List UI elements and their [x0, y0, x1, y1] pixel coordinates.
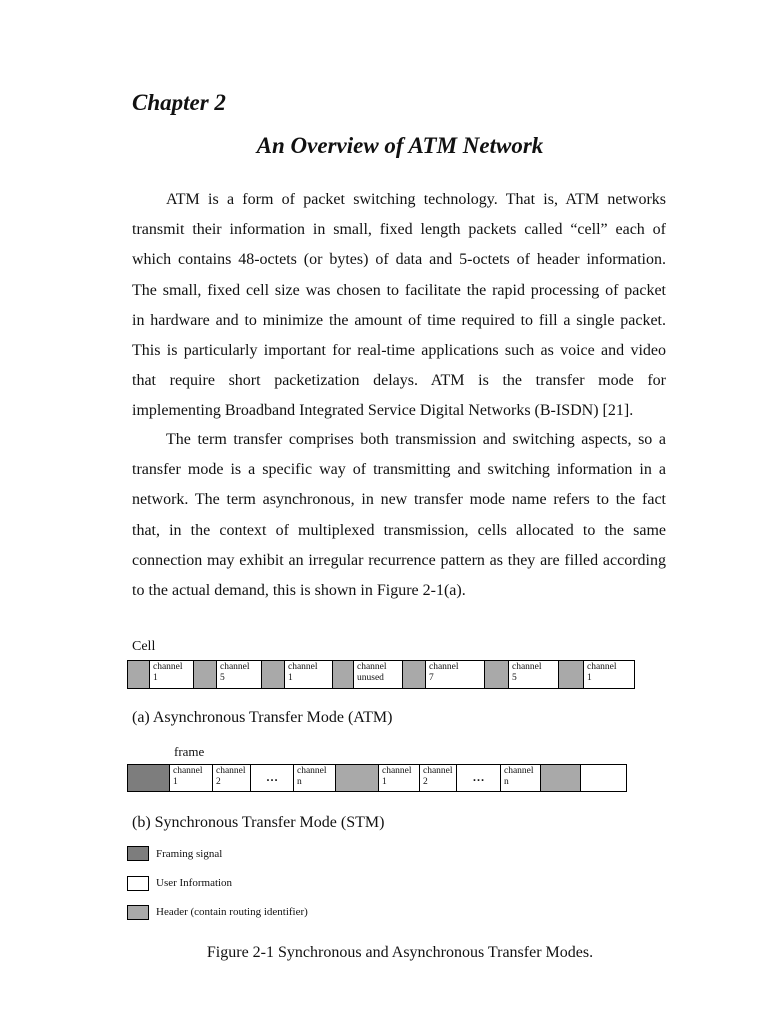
paragraph-line: transfer mode is a specific way of transmitting and switching information in a	[132, 461, 666, 479]
atm-cell	[150, 661, 194, 688]
ellipsis: …	[457, 765, 501, 791]
cell-header	[262, 661, 285, 688]
paragraph-line: connection may exhibit an irregular recurrence pattern as they are filled according	[132, 551, 666, 569]
atm-cell	[426, 661, 485, 688]
slot-text: n	[504, 777, 509, 787]
paragraph-line: This is particularly important for real-time applications such as voice and video	[132, 341, 666, 359]
cell-text: 5	[220, 673, 225, 683]
slot-text: 2	[423, 777, 428, 787]
paragraph-line: to the actual demand, this is shown in Figure 2-1(a).	[132, 581, 466, 599]
atm-cell	[285, 661, 333, 688]
stm-slot-empty	[581, 765, 626, 791]
cell-header	[559, 661, 584, 688]
paragraph-line: in hardware and to minimize the amount of time required to fill a single packet.	[132, 311, 666, 329]
cell-text: 1	[288, 673, 293, 683]
slot-text: channel	[173, 766, 203, 776]
cell-text: channel	[220, 662, 250, 672]
slot-text: channel	[297, 766, 327, 776]
slot-text: channel	[216, 766, 246, 776]
caption-atm: (a) Asynchronous Transfer Mode (ATM)	[132, 709, 393, 726]
framing-signal	[336, 765, 379, 791]
framing-signal	[128, 765, 170, 791]
figure-caption: Figure 2-1 Synchronous and Asynchronous Transfer Modes.	[206, 944, 594, 961]
stm-slot	[379, 765, 420, 791]
cell-label: Cell	[132, 639, 156, 654]
cell-header	[403, 661, 426, 688]
paragraph-line: implementing Broadband Integrated Service Digital Networks (B-ISDN) [21].	[132, 402, 634, 420]
ellipsis: …	[251, 765, 294, 791]
cell-text: unused	[357, 673, 384, 683]
atm-cell	[217, 661, 262, 688]
atm-cell	[509, 661, 559, 688]
stm-frame-stream	[127, 764, 627, 792]
slot-text: channel	[423, 766, 453, 776]
legend-swatch-header	[127, 905, 149, 920]
cell-header	[485, 661, 509, 688]
paragraph-line: transmit their information in small, fixed length packets called “cell” each of	[132, 221, 666, 239]
slot-text: 1	[173, 777, 178, 787]
legend-label-framing: Framing signal	[156, 848, 223, 860]
chapter-title: An Overview of ATM Network	[256, 133, 544, 158]
slot-text: channel	[504, 766, 534, 776]
cell-text: 7	[429, 673, 434, 683]
cell-text: 5	[512, 673, 517, 683]
stm-slot	[420, 765, 457, 791]
slot-text: channel	[382, 766, 412, 776]
stm-slot	[213, 765, 251, 791]
paragraph-1	[132, 185, 666, 427]
atm-cell	[354, 661, 403, 688]
atm-cell	[584, 661, 634, 688]
chapter-label: Chapter 2	[132, 90, 226, 115]
slot-text: 1	[382, 777, 387, 787]
cell-text: channel	[429, 662, 459, 672]
cell-header	[194, 661, 217, 688]
cell-text: 1	[153, 673, 158, 683]
stm-slot	[501, 765, 541, 791]
slot-text: 2	[216, 777, 221, 787]
stm-slot	[170, 765, 213, 791]
paragraph-line: ATM is a form of packet switching technology. That is, ATM networks	[166, 191, 666, 208]
framing-signal	[541, 765, 581, 791]
frame-label: frame	[174, 744, 205, 759]
atm-cell-stream	[127, 660, 635, 689]
slot-text: n	[297, 777, 302, 787]
caption-stm: (b) Synchronous Transfer Mode (STM)	[132, 814, 385, 831]
legend-swatch-framing	[127, 846, 149, 861]
paragraph-2	[132, 425, 666, 606]
legend-swatch-user-info	[127, 876, 149, 891]
stm-slot	[294, 765, 336, 791]
legend-label-header: Header (contain routing identifier)	[156, 906, 308, 918]
paragraph-line: which contains 48-octets (or bytes) of data and 5-octets of header information.	[132, 251, 666, 269]
cell-text: 1	[587, 673, 592, 683]
paragraph-line: that, in the context of multiplexed transmission, cells allocated to the same	[132, 521, 666, 539]
cell-header	[333, 661, 354, 688]
cell-text: channel	[153, 662, 183, 672]
paragraph-line: network. The term asynchronous, in new transfer mode name refers to the fact	[132, 491, 666, 509]
cell-text: channel	[587, 662, 617, 672]
paragraph-line: that require short packetization delays. ATM is the transfer mode for	[132, 372, 666, 390]
cell-text: channel	[512, 662, 542, 672]
legend-label-user-info: User Information	[156, 877, 233, 889]
paragraph-line: The small, fixed cell size was chosen to facilitate the rapid processing of packet	[132, 281, 666, 299]
paragraph-line: The term transfer comprises both transmission and switching aspects, so a	[166, 431, 666, 448]
cell-header	[128, 661, 150, 688]
cell-text: channel	[357, 662, 387, 672]
cell-text: channel	[288, 662, 318, 672]
